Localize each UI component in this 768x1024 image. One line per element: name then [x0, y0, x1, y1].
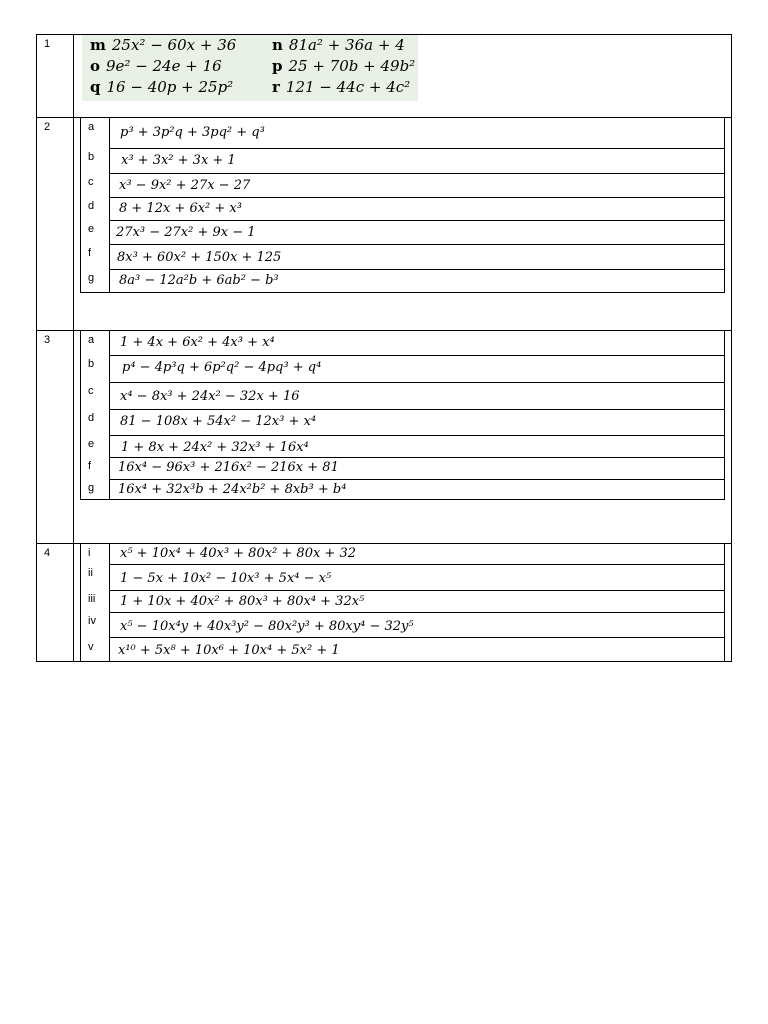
answer-item-p — [272, 57, 415, 75]
item-letter: o — [90, 57, 101, 75]
answer-item-n — [272, 36, 405, 54]
row-label: c — [88, 385, 94, 397]
answer-item-o — [90, 57, 222, 75]
row-expression: x³ − 9x² + 27x − 27 — [119, 178, 251, 193]
row-expression: 8 + 12x + 6x² + x³ — [119, 201, 242, 216]
row-expression: 8a³ − 12a²b + 6ab² − b³ — [119, 273, 279, 288]
row-line — [109, 590, 725, 591]
row-expression: x⁵ + 10x⁴ + 40x³ + 80x² + 80x + 32 — [120, 546, 356, 561]
row-label: b — [88, 151, 95, 163]
row-label: iii — [88, 593, 96, 605]
answer-item-q — [90, 78, 233, 96]
row-expression: 8x³ + 60x² + 150x + 125 — [117, 250, 282, 265]
row-label: b — [88, 358, 95, 370]
row-line — [109, 409, 725, 410]
item-letter: q — [90, 78, 101, 96]
section-number-4: 4 — [44, 547, 51, 559]
row-expression: x³ + 3x² + 3x + 1 — [121, 153, 236, 168]
row-line — [109, 612, 725, 613]
row-expression: x⁵ − 10x⁴y + 40x³y² − 80x²y³ + 80xy⁴ − 32y⁵ — [120, 619, 414, 634]
row-label: c — [88, 176, 94, 188]
outer-right-border — [731, 34, 732, 662]
section-number-2: 2 — [44, 121, 51, 133]
label-column-divider — [109, 118, 110, 293]
row-expression: p³ + 3p²q + 3pq² + q³ — [120, 125, 265, 140]
answer-item-m — [90, 36, 236, 54]
row-label: e — [88, 223, 95, 235]
row-expression: 1 + 8x + 24x² + 32x³ + 16x⁴ — [121, 440, 309, 455]
item-letter: p — [272, 57, 283, 75]
item-expression: 25x² − 60x + 36 — [111, 36, 237, 54]
item-letter: n — [272, 36, 283, 54]
row-label: ii — [88, 567, 93, 579]
row-expression: 1 + 10x + 40x² + 80x³ + 80x⁴ + 32x⁵ — [120, 594, 365, 609]
outer-left-border — [36, 34, 37, 662]
row-expression: x⁴ − 8x³ + 24x² − 32x + 16 — [120, 389, 300, 404]
row-line — [109, 220, 725, 221]
row-line — [109, 197, 725, 198]
row-label: g — [88, 272, 95, 284]
number-column-divider — [73, 34, 74, 662]
row-expression: 81 − 108x + 54x² − 12x³ + x⁴ — [120, 414, 317, 429]
row-expression: 16x⁴ − 96x³ + 216x² − 216x + 81 — [118, 460, 339, 475]
row-label: i — [88, 547, 91, 559]
row-label: d — [88, 200, 95, 212]
row-label: a — [88, 121, 95, 133]
row-label: f — [88, 460, 92, 472]
row-expression: 1 + 4x + 6x² + 4x³ + x⁴ — [120, 335, 275, 350]
row-label: v — [88, 641, 94, 653]
answer-item-r — [272, 78, 410, 96]
row-line — [109, 457, 725, 458]
row-expression: 16x⁴ + 32x³b + 24x²b² + 8xb³ + b⁴ — [118, 482, 347, 497]
row-label: f — [88, 247, 92, 259]
row-label: e — [88, 438, 95, 450]
answer-box-section-1 — [82, 35, 418, 101]
item-expression: 25 + 70b + 49b² — [288, 57, 416, 75]
row-label: g — [88, 482, 95, 494]
row-line — [109, 479, 725, 480]
row-expression: p⁴ − 4p³q + 6p²q² − 4pq³ + q⁴ — [122, 360, 322, 375]
item-expression: 81a² + 36a + 4 — [288, 36, 405, 54]
row-line — [109, 382, 725, 383]
row-expression: x¹⁰ + 5x⁸ + 10x⁶ + 10x⁴ + 5x² + 1 — [118, 643, 340, 658]
row-line — [109, 244, 725, 245]
row-line — [109, 435, 725, 436]
row-line — [109, 564, 725, 565]
section-number-3: 3 — [44, 334, 51, 346]
item-expression: 121 − 44c + 4c² — [285, 78, 411, 96]
row-expression: 27x³ − 27x² + 9x − 1 — [116, 225, 256, 240]
item-expression: 16 − 40p + 25p² — [106, 78, 234, 96]
row-line — [109, 148, 725, 149]
row-line — [109, 269, 725, 270]
row-line — [109, 637, 725, 638]
row-expression: 1 − 5x + 10x² − 10x³ + 5x⁴ − x⁵ — [120, 571, 332, 586]
row-line — [109, 173, 725, 174]
row-label: d — [88, 412, 95, 424]
item-letter: r — [272, 78, 280, 96]
item-expression: 9e² − 24e + 16 — [106, 57, 222, 75]
row-line — [109, 355, 725, 356]
item-letter: m — [90, 36, 106, 54]
row-label: a — [88, 334, 95, 346]
label-column-divider — [109, 331, 110, 500]
section-number-1: 1 — [44, 38, 51, 50]
label-column-divider — [109, 544, 110, 661]
row-label: iv — [88, 615, 96, 627]
